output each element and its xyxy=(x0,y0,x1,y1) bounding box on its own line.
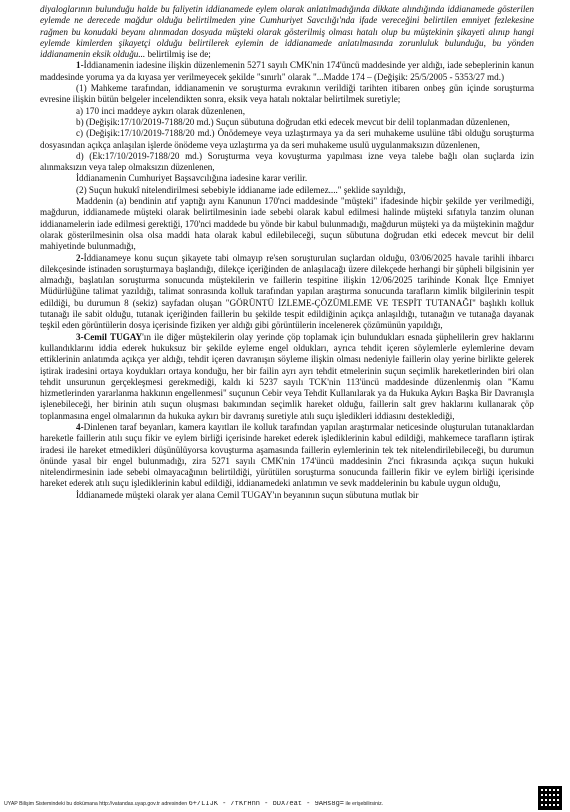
intro-paragraph xyxy=(40,4,534,60)
paragraph-4-number: 4- xyxy=(76,421,84,432)
paragraph-1-number: 1- xyxy=(76,60,84,71)
intro-quote: diyaloglarının bulunduğu halde bu faliyetin iddianamede eylem olarak anlatılmadığında dikkate alındığında iddianamede gösterilen eylemde ne derecede mağdur olduğu belirtilmeden yine Cumhuriyet Savcılığı'nda ifade vereceğini belirtilen emniyet fezlekesine rağmen bu konudaki beyanı alınmadan dosyada müşteki olarak gösterilmiş olması hatalı olup bu müştekinin şikayeti alınıp hangi eylemde kimlerden şikayetçi olduğu belirtilerek eylemin de iddianamede anlatılmasında zorunluluk bulunduğu, bu yönden iddianamenin eksik olduğu... xyxy=(40,4,534,60)
paragraph-4-text: Dinlenen taraf beyanları, kamera kayıtları ile kolluk tarafından yapılan araştırmalar neticesinde oluşturulan tutanaklardan hareketle faillerin atılı suçu fikir ve eylem birliği içerisinde hareket ederek işlediklerinin kabul edildiği, mahkemece tarafların iştirak iradesi ile hareket etmedikleri düşünülüyorsa kovuşturma aşamasında faillerin eylemlerinin tek tek nitelendirilebileceği, bu durumun önünde yasal bir engel bulunmadığı, zira 5271 sayılı CMK'nin 174'üncü maddesinin 2'nci fıkrasında açıkça suçun hukuki nitelendirmesinin iade sebebi olmayacağının belirtildiği, yürütülen soruşturma sonucunda faillerin fikir ve eylem birliği içerisinde hareket ederek atılı suçu işlediklerinin kabul edildiği, iddianamedeki anlatımın ve sevk maddelerinin bu kabule uygun olduğu, xyxy=(40,421,534,489)
intro-tail: belirtilmiş ise de; xyxy=(145,49,211,60)
footer-text: UYAP Bilişim Sistemindeki bu dokümana http://vatandas.uyap.gov.tr adresinden xyxy=(4,801,188,807)
paragraph-2-number: 2- xyxy=(76,252,84,263)
article-170-paragraph: Maddenin (a) bendinin atıf yaptığı aynı Kanunun 170'nci maddesinde "müşteki" ifadesinde hiçbir şekilde yer verilmediği, mağdurun, iddianamede müşteki olarak belirtilmesinin iade sebebi olarak kabul edilmesi halinde müşteki sıfatıyla tanzim olunan iddianamelerin iade edilmesi gerektiği, 170'nci maddede bu yönde bir kabul bulunmadığı, mağdurun müşteki ya da müştekinin mağdur olarak gösterilmesinin olsa olsa maddi hata olarak kabul edilebileceği, suçun sübutuna doğrudan etki edecek mevcut bir delil mahiyetinde bulunmadığı, xyxy=(40,196,534,252)
article-174-clause-2: (2) Suçun hukukî nitelendirilmesi sebebiyle iddianame iade edilemez...." şeklide sayıldığı, xyxy=(76,184,406,195)
paragraph-3-name: Cemil TUGAY xyxy=(83,331,143,342)
article-174-clause-1: (1) Mahkeme tarafından, iddianamenin ve soruşturma evrakının verildiği tarihten itibaren onbeş gün içinde soruşturma evresine ilişkin bütün belgeler incelendikten sonra, eksik veya hatalı noktalar belirtilmek suretiyle; xyxy=(40,83,534,105)
document-body xyxy=(40,4,534,501)
paragraph-2 xyxy=(40,253,534,332)
footer-code: 6+/LIJK - /fKrHnn - bDX7eat - 9AHs8g= xyxy=(188,801,344,808)
footer-suffix: ile erişebilirsiniz. xyxy=(345,801,384,807)
article-174-item-d: d) (Ek:17/10/2019-7188/20 md.) Soruşturma veya kovuşturma yapılması izne veya talebe bağlı olan suçlarda izin alınmaksızın veya talep olmaksızın düzenlenen, xyxy=(40,150,534,173)
article-174-item-a: a) 170 inci maddeye aykırı olarak düzenlenen, xyxy=(76,105,245,116)
paragraph-4 xyxy=(40,422,534,490)
article-174-item-b: b) (Değişik:17/10/2019-7188/20 md.) Suçun sübutuna doğrudan etki edecek mevcut bir delil toplanmadan düzenlenen, xyxy=(76,116,510,127)
paragraph-2-text: İddianameye konu suçun şikayete tabi olmayıp re'sen soruşturulan suçlardan olduğu, 03/06/2025 havale tarihli ihbarcı dilekçesinde istinaden soruşturmaya başlandığı, dilekçe içeriğinden de anlaşılacağı üzere dilekçede herhangi bir şüpheli bilgisinin yer almadığı, başlatılan soruşturma sonucunda müştekilerin ve faillerin tespitine ilişkin 12/06/2025 tarihinde Konak İlçe Emniyet Müdürlüğüne talimat yazıldığı, talimat sonrasında kolluk tarafından yapılan araştırma sonucunda tarafların kimlik bilgilerinin tespit edildiği, bu durumun 8 (sekiz) sayfadan oluşan "GÖRÜNTÜ İZLEME-ÇÖZÜMLEME VE TESPİT TUTANAĞI" başlıklı kolluk tutanağı ile sabit olduğu, tutanak içeriğinden faillerin bu şekilde tespit edildiğinin açıkça anlaşıldığı, tutanağın ve tutanağa dayanak teşkil eden görüntülerin dosya içerisinde fiziken yer aldığı gibi görüntülerin incelenerek çözümünün yapıldığı, xyxy=(40,252,534,331)
paragraph-1 xyxy=(40,60,534,83)
article-174-item-c: c) (Değişik:17/10/2019-7188/20 md.) Önödemeye veya uzlaştırmaya ya da seri muhakeme usulüne tâbi olduğu soruşturma dosyasından açıkça anlaşılan işlerde önödeme veya uzlaştırma ya da seri muhakeme usulü uygulanmaksızın düzenlenen, xyxy=(40,128,534,150)
uyap-footer xyxy=(4,801,524,808)
paragraph-5: İddianamede müşteki olarak yer alana Cemil TUGAY'ın beyanının suçun sübutuna mutlak bir xyxy=(76,489,419,500)
qr-code-icon xyxy=(538,786,562,810)
article-174-decision: İddianamenin Cumhuriyet Başsavcılığına iadesine karar verilir. xyxy=(76,173,308,184)
paragraph-3-text: 'ın ile diğer müştekilerin olay yerinde çöp toplamak için bulundukları esnada şüphelilerin grev haklarını kullandıklarını iddia ederek hukuksuz bir şekilde eyleme engel oldukları, ayrıca tehdit içeren söylemlerle eylemlerine devam ettiklerinin anlatımda açıkça yer aldığı, tehdit içeren davranışın söyleme ilişkin olması nedeniyle faillerin olay yerine birlikte gelerek iştirak iradesini ortaya koydukları ortaya konduğu, her bir failin ayrı ayrı tehdit etmelerinin suçun seçimlik hareketlerinden biri olan tehdit unsurunun gerçekleşmesi gerekmediği, kaldı ki 5237 sayılı TCK'nin 113'üncü maddesinde düzenlenmiş olan "Kamu hizmetlerinden yararlanma hakkının engellenmesi" suçunun Cebir veya Tehdit Kullanılarak ya da Hukuka Aykırı Başka Bir Davranışla işlenebileceği, her birinin atılı suçun oluşması bakımından seçimlik hareket olduğu, faillerin salt grev haklarını kullanarak çöp toplanmasına engel olmalarının da hukuka aykırı bir davranış suretiyle atılı suçu işledikleri iddiasını desteklediği, xyxy=(40,331,534,421)
paragraph-3 xyxy=(40,332,534,422)
paragraph-1-text: İddianamenin iadesine ilişkin düzenlemenin 5271 sayılı CMK'nin 174'üncü maddesinde yer aldığı, iade sebeplerinin kanun maddesinde yoruma ya da kıyasa yer verilmeyecek şekilde "sınırlı" olarak "...Madde 174 – (Değişik: 25/5/2005 - 5353/27 md.) xyxy=(40,60,534,82)
paragraph-3-number: 3- xyxy=(76,331,84,342)
